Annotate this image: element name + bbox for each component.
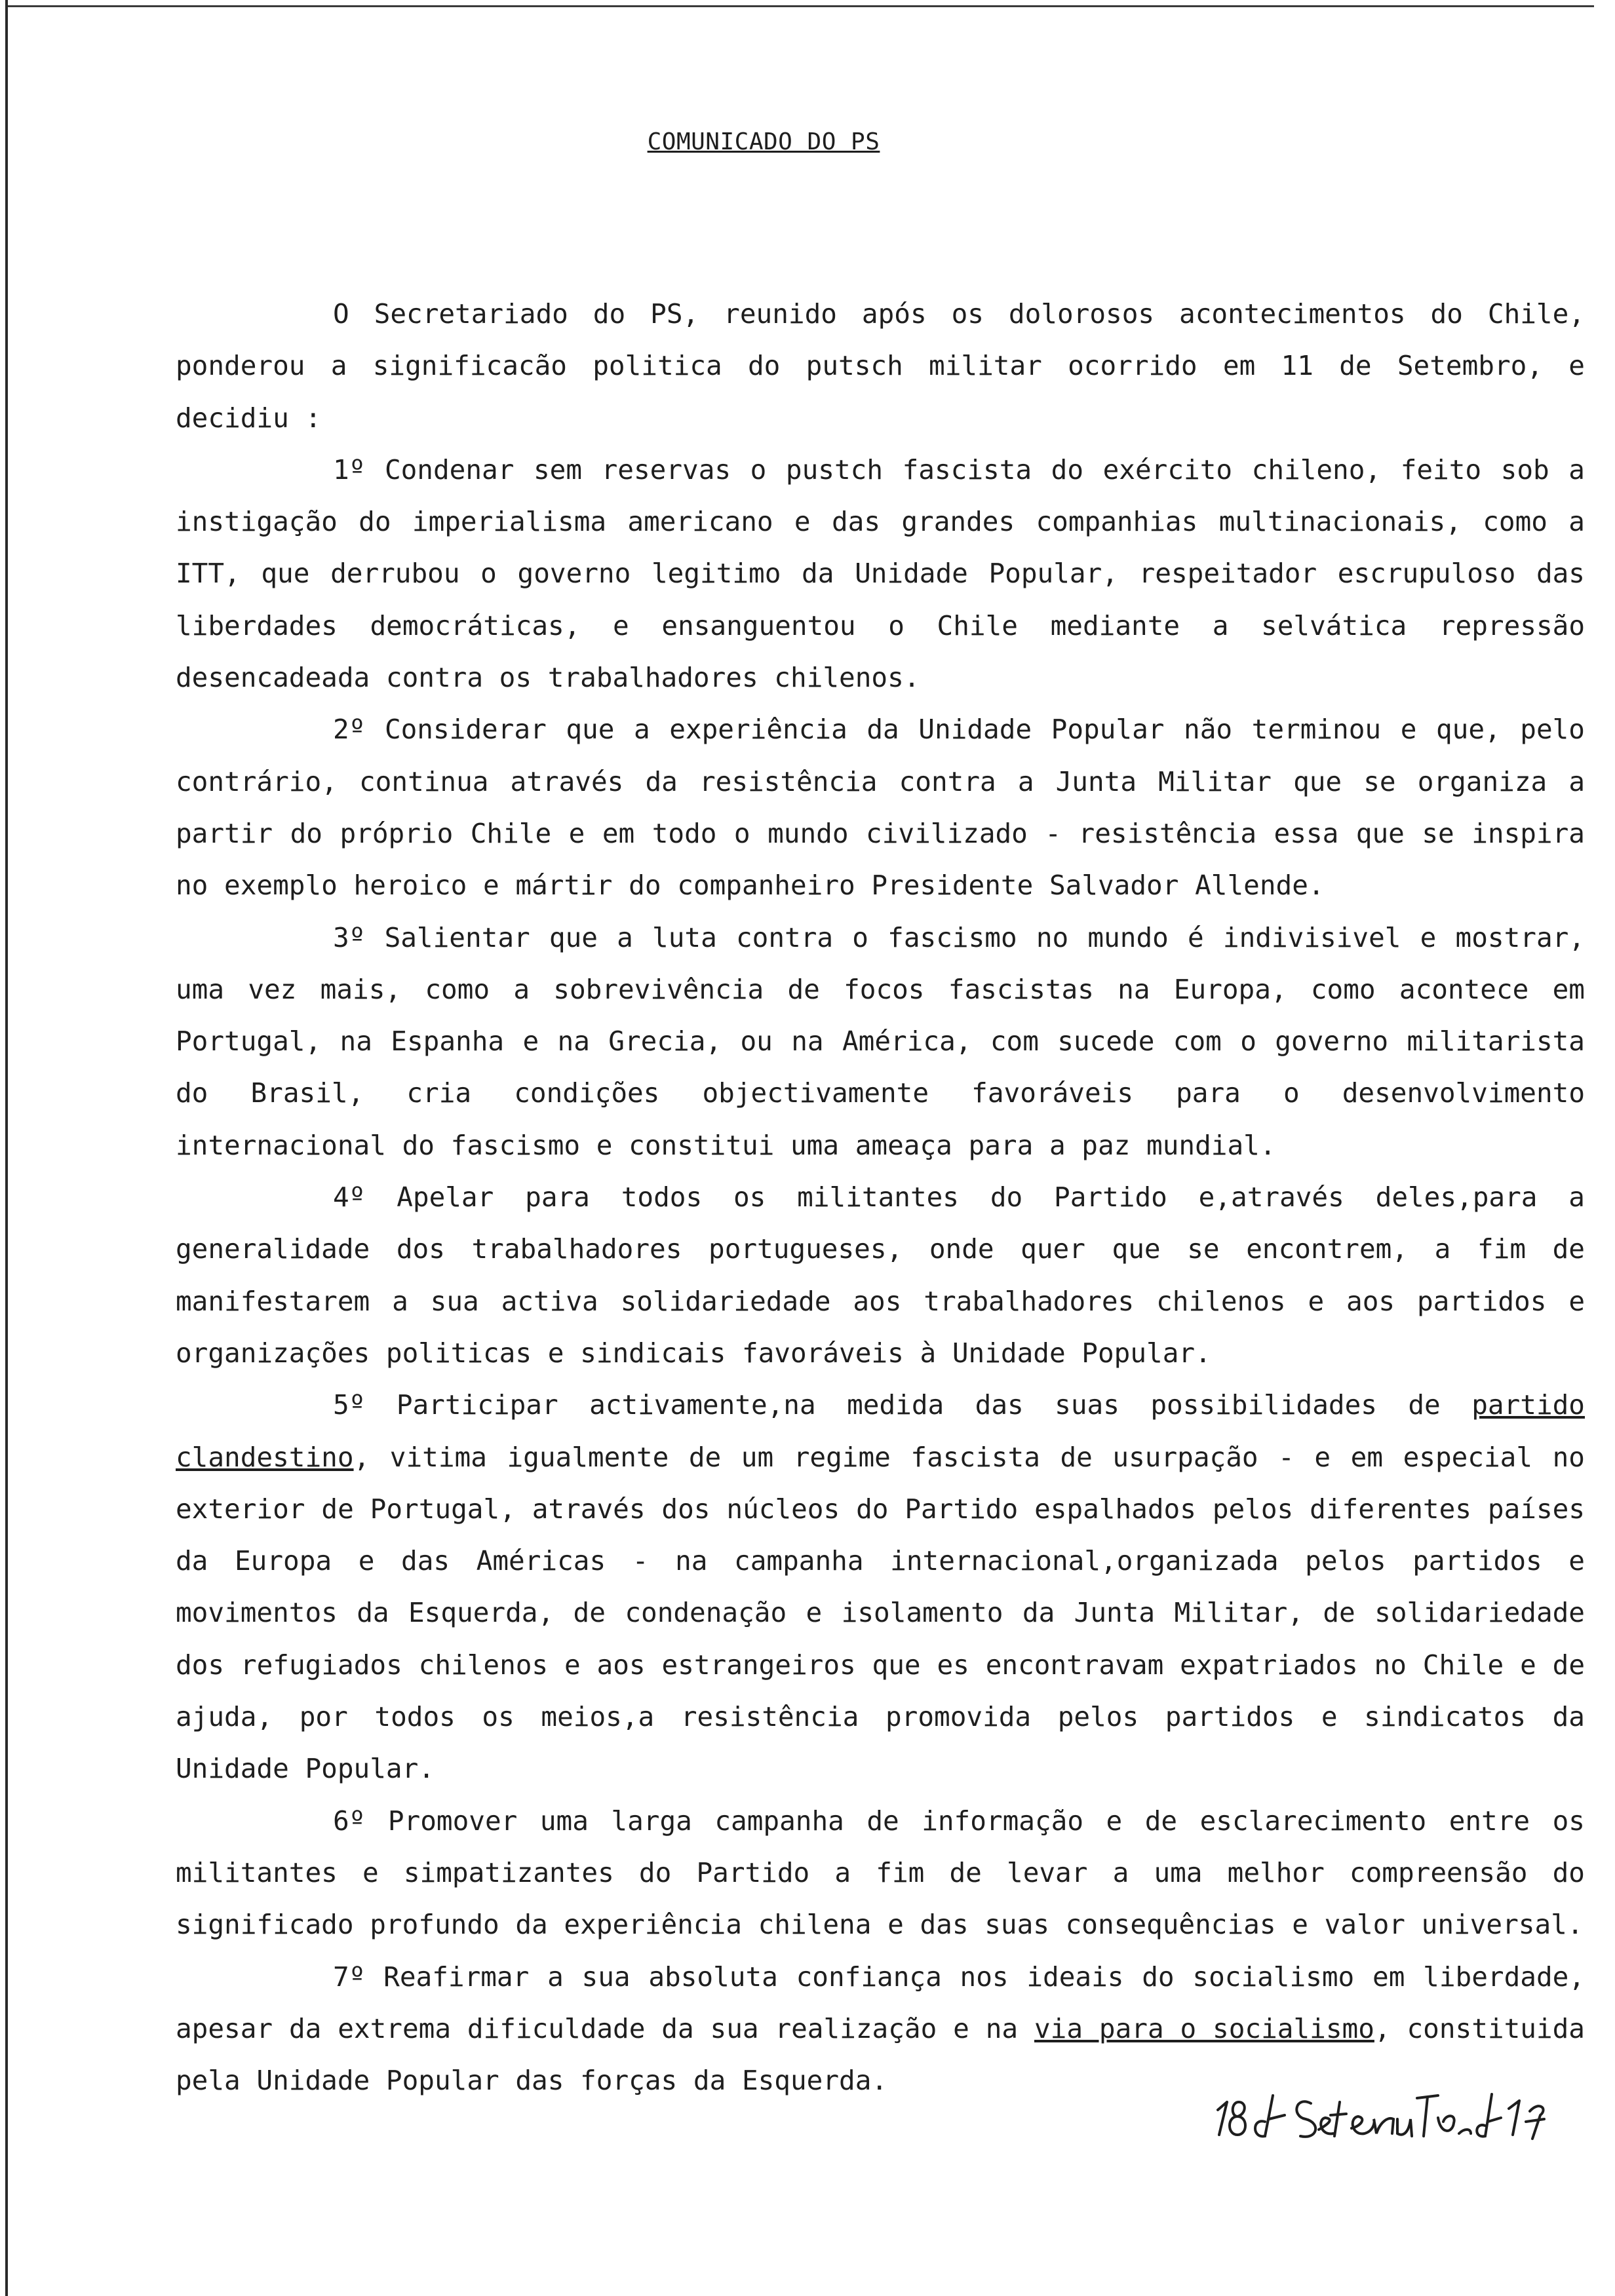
point-5-end: , vitima igualmente de um regime fascista de usurpação - e em especial no exterior de Portugal, através dos núcleos do Partido espalhados pelos diferentes países da Europa e das Américas - na campanha internacional,organizada pelos partidos e movimentos da Esquerda, de condenação e isolamento da Junta Militar, de solidariedade dos refugiados chilenos e aos estrangeiros que es encontravam expatriados no Chile e de ajuda, por todos os meios,a resistência promovida pelos partidos e sindicatos da Unidade Popular. (176, 1441, 1585, 1785)
handwritten-date (1213, 2076, 1553, 2148)
point-5 (176, 1379, 1585, 1795)
point-5-start: 5º Participar activamente,na medida das suas possibilidades de (333, 1389, 1472, 1421)
page-top-border (8, 5, 1594, 7)
point-4: 4º Apelar para todos os militantes do Partido e,através deles,para a generalidade dos trabalhadores portugueses, onde quer que se encontrem, a fim de manifestarem a sua activa solidariedade aos trabalhadores chilenos e aos partidos e organizações politicas e sindicais favoráveis à Unidade Popular. (176, 1181, 1585, 1369)
point-5-underlined: partido clandestino (176, 1389, 1585, 1473)
point-1: 1º Condenar sem reservas o pustch fascista do exército chileno, feito sob a instigação do imperialisma americano e das grandes companhias multinacionais, como a ITT, que derrubou o governo legitimo da Unidade Popular, respeitador escrupuloso das liberdades democráticas, e ensanguentou o Chile mediante a selvática repressão desencadeada contra os trabalhadores chilenos. (176, 453, 1585, 694)
point-2: 2º Considerar que a experiência da Unidade Popular não terminou e que, pelo contrário, continua através da resistência contra a Junta Militar que se organiza a partir do próprio Chile e em todo o mundo civilizado - resistência essa que se inspira no exemplo heroico e mártir do companheiro Presidente Salvador Allende. (176, 714, 1585, 902)
point-3: 3º Salientar que a luta contra o fascismo no mundo é indivisivel e mostrar, uma vez mais, como a sobrevivência de focos fascistas na Europa, como acontece em Portugal, na Espanha e na Grecia, ou na América, com sucede com o governo militarista do Brasil, cria condições objectivamente favoráveis para o desenvolvimento internacional do fascismo e constitui uma ameaça para a paz mundial. (176, 921, 1585, 1161)
point-7-underlined: via para o socialismo (1034, 2012, 1374, 2044)
point-6: 6º Promover uma larga campanha de informação e de esclarecimento entre os militantes e simpatizantes do Partido a fim de levar a uma melhor compreensão do significado profundo da experiência chilena e das suas consequências e valor universal. (176, 1805, 1585, 1941)
document-title: COMUNICADO DO PS (647, 128, 880, 155)
point-7-end: , constituida pela Unidade Popular das forças da Esquerda. (176, 2012, 1585, 2097)
page-left-border (5, 0, 8, 2296)
point-7-start: 7º Reafirmar a sua absoluta confiança nos ideais do socialismo em liberdade, apesar da extrema dificuldade da sua realização e na (176, 1961, 1585, 2044)
document-body (176, 288, 1585, 2107)
intro-paragraph: O Secretariado do PS, reunido após os dolorosos acontecimentos do Chile, ponderou a significacão politica do putsch militar ocorrido em 11 de Setembro, e decidiu : (176, 298, 1585, 434)
